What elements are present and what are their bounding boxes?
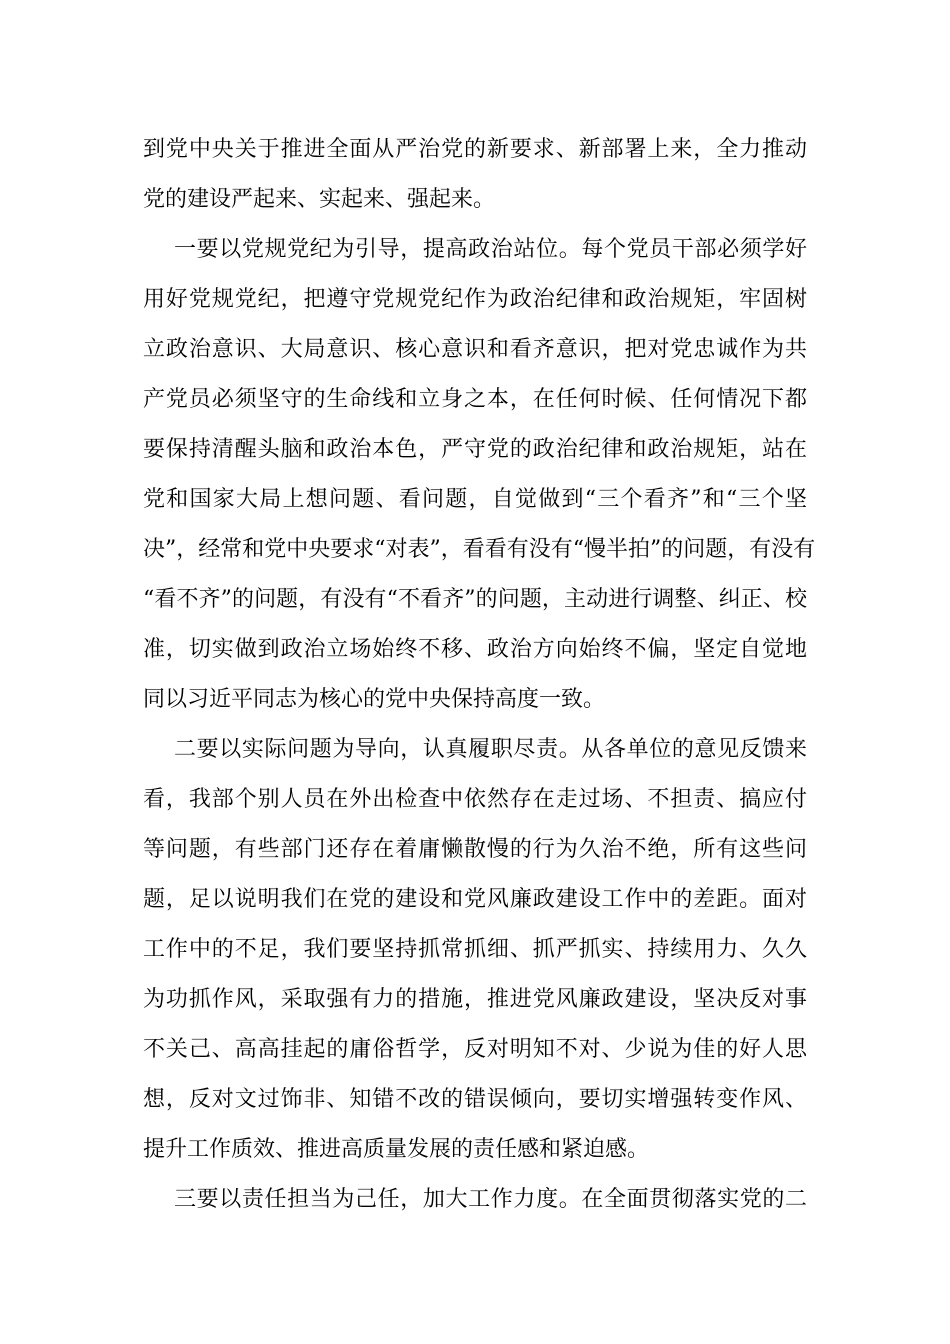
paragraph-2 (143, 225, 816, 725)
text-line: 等问题，有些部门还存在着庸懒散慢的行为久治不绝，所有这些问 (143, 837, 807, 862)
text-line: 到党中央关于推进全面从严治党的新要求、新部署上来，全力推动 (143, 137, 807, 162)
text-line: 不关己、高高挂起的庸俗哲学，反对明知不对、少说为佳的好人思 (143, 1037, 807, 1062)
paragraph-4 (143, 1175, 807, 1225)
text-line: 用好党规党纪，把遵守党规党纪作为政治纪律和政治规矩，牢固树 (143, 287, 807, 312)
text-line: 准，切实做到政治立场始终不移、政治方向始终不偏，坚定自觉地 (143, 637, 807, 662)
text-line: 产党员必须坚守的生命线和立身之本，在任何时候、任何情况下都 (143, 387, 807, 412)
document-body (143, 125, 816, 1225)
text-line: 要保持清醒头脑和政治本色，严守党的政治纪律和政治规矩，站在 (143, 437, 807, 462)
text-line: 提升工作质效、推进高质量发展的责任感和紧迫感。 (143, 1137, 650, 1162)
text-line: 三要以责任担当为己任，加大工作力度。在全面贯彻落实党的二 (174, 1187, 807, 1212)
paragraph-3 (143, 725, 807, 1175)
text-line: 党和国家大局上想问题、看问题，自觉做到“三个看齐”和“三个坚 (143, 487, 807, 512)
text-line: 想，反对文过饰非、知错不改的错误倾向，要切实增强转变作风、 (143, 1087, 807, 1112)
paragraph-1 (143, 125, 807, 225)
text-line: 立政治意识、大局意识、核心意识和看齐意识，把对党忠诚作为共 (143, 337, 807, 362)
text-line: 党的建设严起来、实起来、强起来。 (143, 187, 496, 212)
text-line: 为功抓作风，采取强有力的措施，推进党风廉政建设，坚决反对事 (143, 987, 807, 1012)
text-line: 二要以实际问题为导向，认真履职尽责。从各单位的意见反馈来 (174, 737, 807, 762)
text-line: 题，足以说明我们在党的建设和党风廉政建设工作中的差距。面对 (143, 887, 807, 912)
text-line: “看不齐”的问题，有没有“不看齐”的问题，主动进行调整、纠正、校 (143, 587, 807, 612)
text-line: 看，我部个别人员在外出检查中依然存在走过场、不担责、搞应付 (143, 787, 807, 812)
text-line: 决”，经常和党中央要求“对表”，看看有没有“慢半拍”的问题，有没有 (143, 537, 816, 562)
text-line: 同以习近平同志为核心的党中央保持高度一致。 (143, 687, 606, 712)
text-line: 工作中的不足，我们要坚持抓常抓细、抓严抓实、持续用力、久久 (143, 937, 807, 962)
text-line: 一要以党规党纪为引导，提高政治站位。每个党员干部必须学好 (174, 237, 807, 262)
